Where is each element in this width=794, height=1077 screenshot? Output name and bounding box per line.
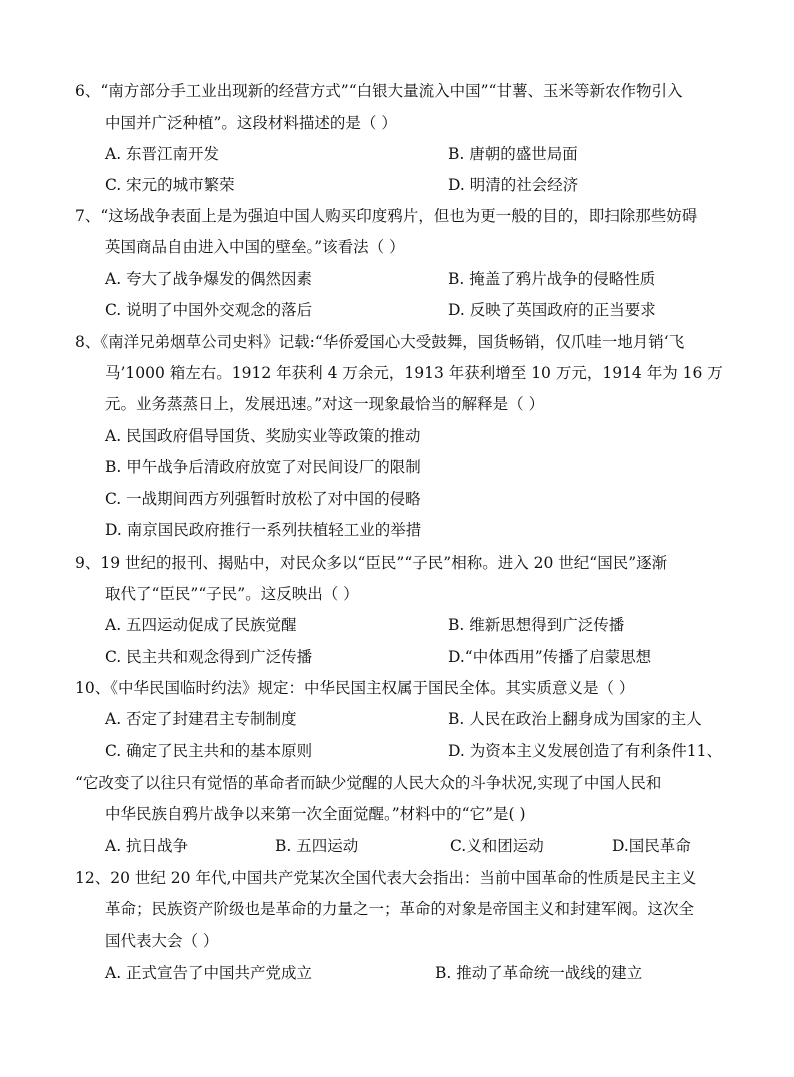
- question-8-option-a: A. 民国政府倡导国货、奖励实业等政策的推动: [105, 427, 421, 445]
- question-10-option-b: B. 人民在政治上翻身成为国家的主人: [448, 710, 702, 728]
- question-7-option-b: B. 掩盖了鸦片战争的侵略性质: [448, 270, 656, 288]
- question-9-option-d: D.“中体西用”传播了启蒙思想: [448, 648, 652, 666]
- question-7-stem-line-2: 英国商品自由进入中国的壁垒。”该看法（ ）: [105, 238, 405, 256]
- question-7-stem-line-1: 7、“这场战争表面上是为强迫中国人购买印度鸦片，但也为更一般的目的，即扫除那些妨碍: [75, 207, 698, 225]
- question-11-option-d: D.国民革命: [612, 837, 691, 855]
- question-12-option-a: A. 正式宣告了中国共产党成立: [105, 964, 313, 982]
- question-11-option-c: C.义和团运动: [450, 837, 544, 855]
- question-8-option-d: D. 南京国民政府推行一系列扶植轻工业的举措: [105, 521, 422, 539]
- question-8-stem-line-2: 马’1000 箱左右。1912 年获利 4 万余元，1913 年获利增至 10 万元，1914 年为 16 万: [105, 364, 723, 382]
- question-12-stem-line-2: 革命；民族资产阶级也是革命的力量之一；革命的对象是帝国主义和封建军阀。这次全: [105, 900, 695, 918]
- question-9-stem-line-1: 9、19 世纪的报刊、揭贴中，对民众多以“臣民”“子民”相称。进入 20 世纪“国民”逐渐: [75, 554, 668, 572]
- question-6-option-c: C. 宋元的城市繁荣: [105, 176, 235, 194]
- question-12-option-b: B. 推动了革命统一战线的建立: [435, 964, 643, 982]
- question-7-option-c: C. 说明了中国外交观念的落后: [105, 301, 313, 319]
- question-6-option-d: D. 明清的社会经济: [448, 176, 579, 194]
- question-10-option-c: C. 确定了民主共和的基本原则: [105, 742, 313, 760]
- question-9-stem-line-2: 取代了“臣民”“子民”。这反映出（ ）: [105, 585, 359, 603]
- question-10-stem-line-1: 10、《中华民国临时约法》规定：中华民国主权属于国民全体。其实质意义是（ ）: [75, 679, 635, 697]
- question-10-option-a: A. 否定了封建君主专制制度: [105, 710, 297, 728]
- question-8-stem-line-1: 8、《南洋兄弟烟草公司史料》记载:“华侨爱国心大受鼓舞，国货畅销，仅爪哇一地月销‘飞: [75, 333, 685, 351]
- question-6-stem-line-1: 6、“南方部分手工业出现新的经营方式”“白银大量流入中国”“甘薯、玉米等新农作物引入: [75, 82, 683, 100]
- question-7-option-a: A. 夸大了战争爆发的偶然因素: [105, 270, 313, 288]
- question-6-option-b: B. 唐朝的盛世局面: [448, 145, 578, 163]
- question-8-option-c: C. 一战期间西方列强暂时放松了对中国的侵略: [105, 490, 421, 508]
- question-8-option-b: B. 甲午战争后清政府放宽了对民间设厂的限制: [105, 458, 421, 476]
- question-11-option-a: A. 抗日战争: [105, 837, 189, 855]
- question-9-option-b: B. 维新思想得到广泛传播: [448, 616, 625, 634]
- question-6-option-a: A. 东晋江南开发: [105, 145, 220, 163]
- question-12-stem-line-3: 国代表大会（ ）: [105, 932, 219, 950]
- question-11-option-b: B. 五四运动: [275, 837, 359, 855]
- question-10-option-d: D. 为资本主义发展创造了有利条件11、: [448, 742, 722, 760]
- question-9-option-c: C. 民主共和观念得到广泛传播: [105, 648, 313, 666]
- question-8-stem-line-3: 元。业务蒸蒸日上，发展迅速。”对这一现象最恰当的解释是（ ）: [105, 395, 545, 413]
- question-9-option-a: A. 五四运动促成了民族觉醒: [105, 616, 297, 634]
- question-11-stem-line-2: 中华民族自鸦片战争以来第一次全面觉醒。”材料中的“它”是( ): [105, 805, 526, 823]
- question-11-stem-line-1: “它改变了以往只有觉悟的革命者而缺少觉醒的人民大众的斗争状况,实现了中国人民和: [75, 774, 662, 792]
- question-12-stem-line-1: 12、20 世纪 20 年代,中国共产党某次全国代表大会指出：当前中国革命的性质是民主主义: [75, 869, 697, 887]
- question-7-option-d: D. 反映了英国政府的正当要求: [448, 301, 656, 319]
- question-6-stem-line-2: 中国并广泛种植”。这段材料描述的是（ ）: [105, 114, 397, 132]
